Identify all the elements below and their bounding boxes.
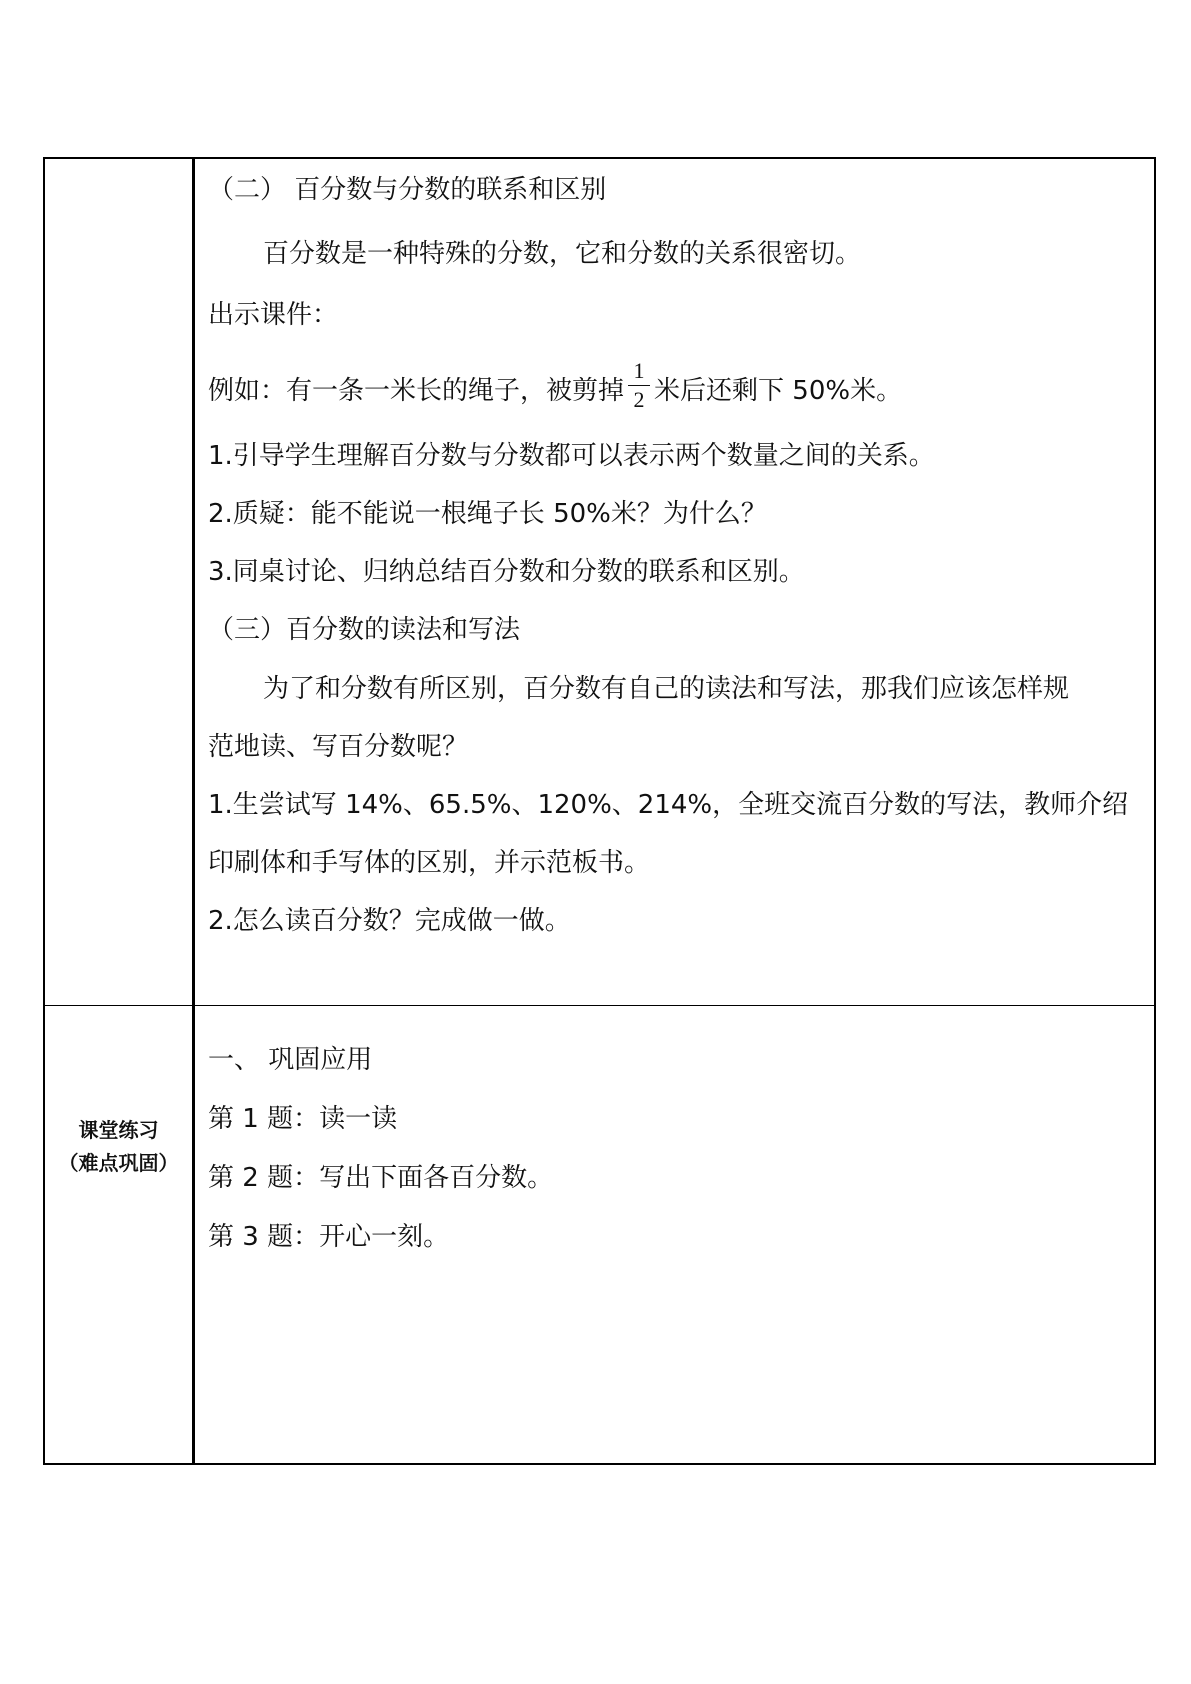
practice-label-line1: 课堂练习 <box>78 1118 159 1142</box>
section2-heading: （二） 百分数与分数的联系和区别 <box>208 175 607 205</box>
column-divider <box>192 159 195 1463</box>
row-divider <box>45 1005 1154 1006</box>
section3-intro-line2: 范地读、写百分数呢？ <box>208 732 469 762</box>
section3-intro-line1: 为了和分数有所区别，百分数有自己的读法和写法，那我们应该怎样规 <box>263 674 1070 704</box>
practice-item: 第 2 题：写出下面各百分数。 <box>208 1163 554 1193</box>
fraction-denominator: 2 <box>633 387 645 412</box>
example-line <box>208 358 903 417</box>
practice-heading: 一、 巩固应用 <box>208 1045 373 1075</box>
section3-item1-line2: 印刷体和手写体的区别，并示范板书。 <box>208 848 651 878</box>
practice-label-line2: （难点巩固） <box>58 1151 179 1175</box>
fraction-numerator: 1 <box>628 360 650 386</box>
section2-intro: 百分数是一种特殊的分数，它和分数的关系很密切。 <box>263 239 862 269</box>
example-text-before: 例如：有一条一米长的绳子，被剪掉 <box>208 376 625 406</box>
show-courseware: 出示课件： <box>208 300 339 330</box>
section3-heading: （三）百分数的读法和写法 <box>208 615 521 645</box>
list-item: 2.质疑：能不能说一根绳子长 50%米？为什么？ <box>208 499 767 529</box>
section3-item1-line1: 1.生尝试写 14%、65.5%、120%、214%，全班交流百分数的写法，教师介绍 <box>208 790 1129 820</box>
list-item: 1.引导学生理解百分数与分数都可以表示两个数量之间的关系。 <box>208 441 935 471</box>
practice-item: 第 3 题：开心一刻。 <box>208 1222 450 1252</box>
list-item: 3.同桌讨论、归纳总结百分数和分数的联系和区别。 <box>208 557 805 587</box>
lesson-table <box>43 157 1156 1465</box>
practice-item: 第 1 题：读一读 <box>208 1104 398 1134</box>
fraction-one-half <box>628 360 650 411</box>
section3-item2: 2.怎么读百分数？完成做一做。 <box>208 906 571 936</box>
example-text-after: 米后还剩下 50%米。 <box>654 376 903 406</box>
